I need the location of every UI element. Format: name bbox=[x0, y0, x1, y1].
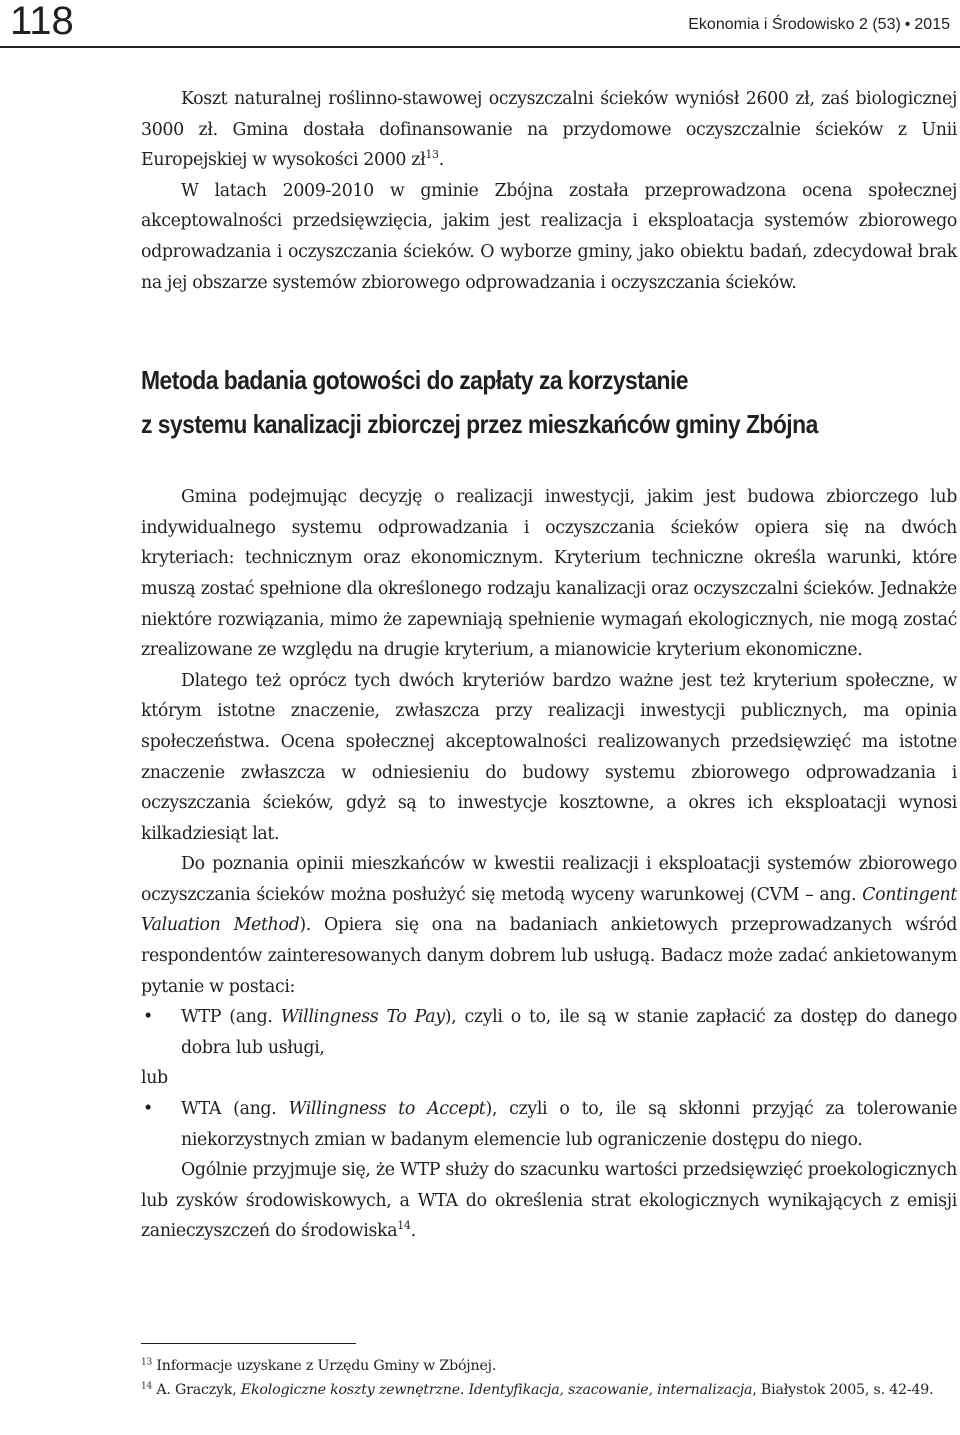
list-item-wta bbox=[141, 1094, 957, 1155]
section-heading-line-2: z systemu kanalizacji zbiorczej przez mieszkańców gminy Zbójna bbox=[141, 409, 818, 440]
footnote-14-title: Ekologiczne koszty zewnętrzne. Identyfikacja, szacowanie, internalizacja bbox=[240, 1382, 753, 1398]
paragraph-costs bbox=[141, 84, 957, 176]
article-body bbox=[141, 84, 957, 1247]
wta-list bbox=[141, 1094, 957, 1155]
paragraph-costs-text: Koszt naturalnej roślinno-stawowej oczyszczalni ścieków wyniósł 2600 zł, zaś biologicznej 3000 zł. Gmina dostała dofinansowanie na przydomowe oczyszczalnie ścieków z Unii Europejskiej w wysokości 2000 zł bbox=[141, 89, 957, 171]
bullet-icon: • bbox=[143, 1007, 153, 1028]
wta-term: Willingness to Accept bbox=[288, 1099, 486, 1120]
cvm-term: Contingent Valuation Method bbox=[141, 884, 957, 936]
paragraph-conclusion bbox=[141, 1155, 957, 1247]
section-heading bbox=[141, 358, 959, 446]
journal-title: Ekonomia i Środowisko 2 (53) bbox=[688, 16, 901, 33]
wtp-list bbox=[141, 1002, 957, 1063]
footnote-13-text: Informacje uzyskane z Urzędu Gminy w Zbójnej. bbox=[152, 1358, 497, 1374]
wtp-term: Willingness To Pay bbox=[280, 1007, 445, 1028]
footnote-number-14: 14 bbox=[141, 1381, 153, 1392]
connector-lub: lub bbox=[141, 1068, 168, 1089]
paragraph-cvm-text-b: ). Opiera się ona na badaniach ankietowych przeprowadzanych wśród respondentów zainteresowanych danym dobrem lub usługą. Badacz może zadać ankietowanym pytanie w postaci: bbox=[141, 915, 957, 997]
list-item-wtp bbox=[141, 1002, 957, 1063]
wta-text-a: WTA (ang. bbox=[181, 1099, 289, 1120]
journal-year: 2015 bbox=[914, 16, 950, 33]
footnote-13 bbox=[141, 1354, 957, 1378]
journal-running-head bbox=[688, 0, 950, 50]
separator-bullet: • bbox=[904, 16, 911, 33]
paragraph-conclusion-end: . bbox=[410, 1221, 416, 1242]
footnote-14-text-b: , Białystok 2005, s. 42-49. bbox=[752, 1382, 934, 1398]
paragraph-cvm bbox=[141, 849, 957, 1002]
section-heading-line-1: Metoda badania gotowości do zapłaty za korzystanie bbox=[141, 365, 688, 396]
wta-text-b: ), czyli o to, ile są skłonni przyjąć za tolerowanie niekorzystnych zmian w badanym elemencie lub ograniczenie dostępu do niego. bbox=[181, 1099, 958, 1150]
paragraph-costs-end: . bbox=[438, 150, 444, 171]
footnote-number-13: 13 bbox=[141, 1357, 153, 1368]
wtp-text-a: WTP (ang. bbox=[181, 1007, 281, 1028]
footnote-14 bbox=[141, 1378, 957, 1402]
paragraph-conclusion-text: Ogólnie przyjmuje się, że WTP służy do szacunku wartości przedsięwzięć proekologicznych lub zysków środowiskowych, a WTA do określenia strat ekologicznych wynikających z emisji zanieczyszczeń do środowiska bbox=[141, 1160, 957, 1242]
footnote-ref-13[interactable]: 13 bbox=[425, 148, 439, 162]
footnote-rule bbox=[141, 1343, 356, 1344]
footnotes bbox=[141, 1343, 957, 1402]
paragraph-social-criterion: Dlatego też oprócz tych dwóch kryteriów bardzo ważne jest też kryterium społeczne, w którym istotne znaczenie, zwłaszcza przy realizacji inwestycji publicznych, ma opinia społeczeństwa. Ocena społecznej akceptowalności realizowanych przedsięwzięć ma istotne znaczenie zwłaszcza w odniesieniu do budowy systemu zbiorowego odprowadzania i oczyszczania ścieków, gdyż są to inwestycje kosztowne, a okres ich eksploatacji wynosi kilkadziesiąt lat. bbox=[141, 670, 957, 844]
paragraph-cvm-text-a: Do poznania opinii mieszkańców w kwestii realizacji i eksploatacji systemów zbiorowego oczyszczania ścieków można posłużyć się metodą wyceny warunkowej (CVM – ang. bbox=[141, 854, 957, 905]
header-rule bbox=[0, 46, 960, 48]
page-number: 118 bbox=[10, 0, 74, 43]
paragraph-criteria: Gmina podejmując decyzję o realizacji inwestycji, jakim jest budowa zbiorczego lub indywidualnego systemu odprowadzania i oczyszczania ścieków opiera się na dwóch kryteriach: technicznym oraz ekonomicznym. Kryterium techniczne określa warunki, które muszą zostać spełnione dla określonego rodzaju kanalizacji oraz oczyszczalni ścieków. Jednakże niektóre rozwiązania, mimo że zapewniają spełnienie wymagań ekologicznych, nie mogą zostać zrealizowane ze względu na drugie kryterium, a mianowicie kryterium ekonomiczne. bbox=[141, 487, 957, 661]
paragraph-assessment: W latach 2009-2010 w gminie Zbójna została przeprowadzona ocena społecznej akceptowalności przedsięwzięcia, jakim jest realizacja i eksploatacja systemów zbiorowego odprowadzania i oczyszczania ścieków. O wyborze gminy, jako obiektu badań, zdecydował brak na jej obszarze systemów zbiorowego odprowadzania i oczyszczania ścieków. bbox=[141, 180, 957, 293]
footnote-ref-14[interactable]: 14 bbox=[397, 1219, 411, 1233]
page-header bbox=[0, 0, 960, 46]
bullet-icon: • bbox=[143, 1099, 153, 1120]
wtp-text-b: ), czyli o to, ile są w stanie zapłacić za dostęp do danego dobra lub usługi, bbox=[181, 1007, 958, 1058]
footnote-14-text-a: A. Graczyk, bbox=[152, 1382, 241, 1398]
